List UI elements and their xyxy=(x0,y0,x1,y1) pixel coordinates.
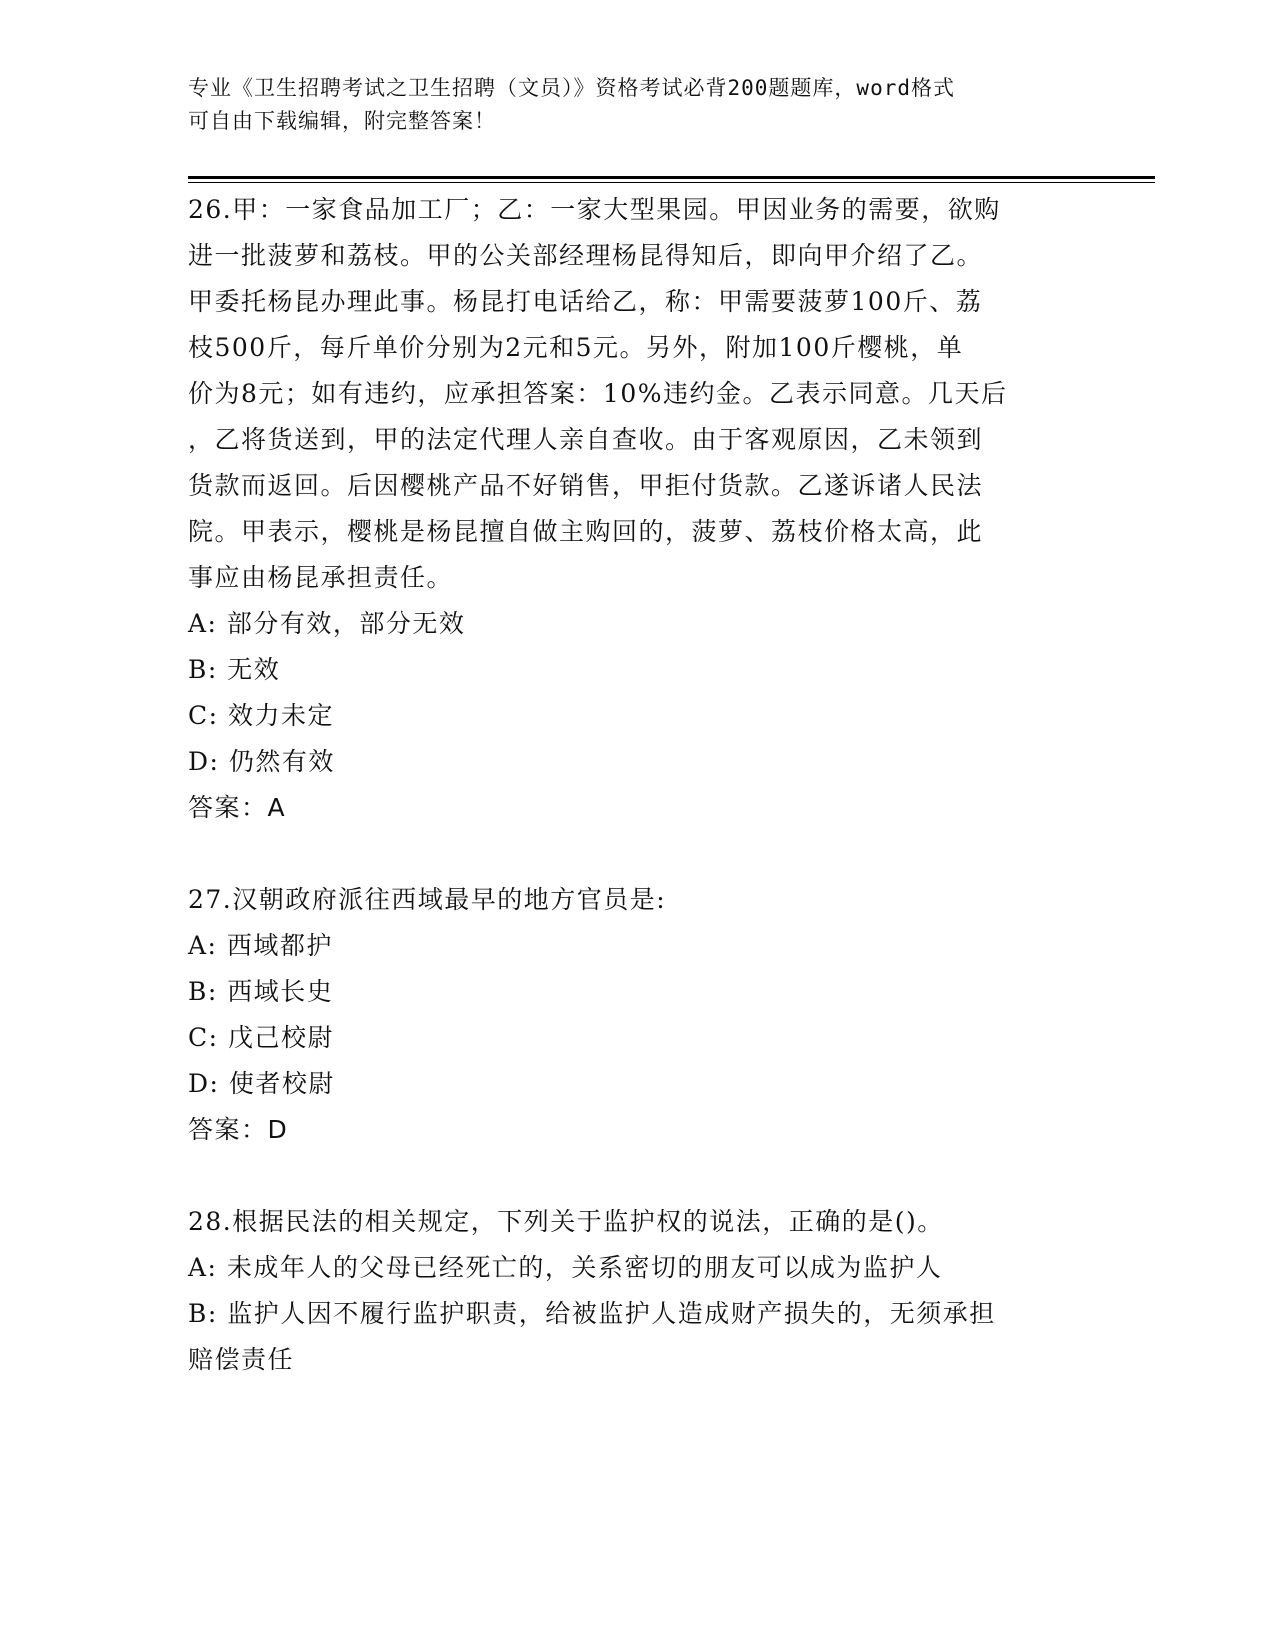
option-c: C: 效力未定 xyxy=(188,701,334,730)
option-b: B: 无效 xyxy=(188,655,281,684)
answer-line: 答案：D xyxy=(188,1115,289,1144)
question-stem-line: 26.甲：一家食品加工厂；乙：一家大型果园。甲因业务的需要，欲购 xyxy=(188,195,1001,224)
question-stem-line: 院。甲表示，樱桃是杨昆擅自做主购回的，菠萝、荔枝价格太高，此 xyxy=(188,517,984,546)
question-stem-line: 枝500斤，每斤单价分别为2元和5元。另外，附加100斤樱桃，单 xyxy=(188,333,964,362)
question-26 xyxy=(188,187,1088,831)
option-continuation: 赔偿责任 xyxy=(188,1345,295,1374)
question-stem-line: 甲委托杨昆办理此事。杨昆打电话给乙，称：甲需要菠萝100斤、荔 xyxy=(188,287,983,316)
question-stem-line: ，乙将货送到，甲的法定代理人亲自查收。由于客观原因，乙未领到 xyxy=(188,425,984,454)
question-stem-line: 27.汉朝政府派往西域最早的地方官员是: xyxy=(188,885,667,914)
option-d: D: 仍然有效 xyxy=(188,747,335,776)
answer-line: 答案：A xyxy=(188,793,287,822)
question-28 xyxy=(188,1199,1088,1383)
option-a: A: 西域都护 xyxy=(188,931,333,960)
option-b: B: 监护人因不履行监护职责，给被监护人造成财产损失的，无须承担 xyxy=(188,1299,996,1328)
option-b: B: 西域长史 xyxy=(188,977,334,1006)
option-c: C: 戊己校尉 xyxy=(188,1023,334,1052)
question-stem-line: 事应由杨昆承担责任。 xyxy=(188,563,454,592)
question-stem-line: 货款而返回。后因樱桃产品不好销售，甲拒付货款。乙遂诉诸人民法 xyxy=(188,471,984,500)
question-stem-line: 进一批菠萝和荔枝。甲的公关部经理杨昆得知后，即向甲介绍了乙。 xyxy=(188,241,984,270)
question-stem-line: 价为8元；如有违约，应承担答案：10%违约金。乙表示同意。几天后 xyxy=(188,379,1008,408)
question-list xyxy=(188,187,1088,1429)
question-27 xyxy=(188,877,1088,1153)
header-line-1: 专业《卫生招聘考试之卫生招聘（文员）》资格考试必背200题题库，word格式 xyxy=(188,76,955,100)
header-line-2: 可自由下载编辑，附完整答案！ xyxy=(188,109,496,133)
option-a: A: 未成年人的父母已经死亡的，关系密切的朋友可以成为监护人 xyxy=(188,1253,943,1282)
header-divider-thin xyxy=(188,182,1155,183)
option-d: D: 使者校尉 xyxy=(188,1069,335,1098)
document-header xyxy=(188,72,1068,138)
question-stem-line: 28.根据民法的相关规定，下列关于监护权的说法，正确的是()。 xyxy=(188,1207,944,1236)
header-divider-thick xyxy=(188,176,1155,179)
option-a: A: 部分有效，部分无效 xyxy=(188,609,466,638)
